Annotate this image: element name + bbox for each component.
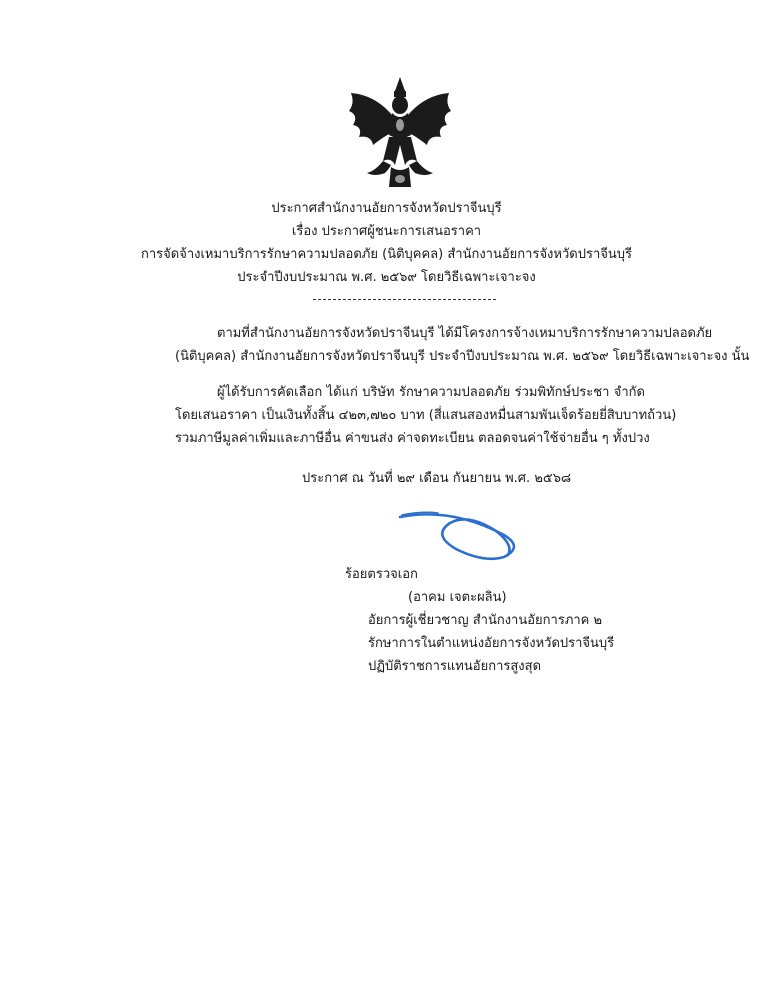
signatory-position-3: ปฏิบัติราชการแทนอัยการสูงสุด [368,659,542,674]
paragraph-1-line-2: (นิติบุคคล) สำนักงานอัยการจังหวัดปราจีนบุรี ประจำปีงบประมาณ พ.ศ. ๒๕๖๙ โดยวิธีเฉพาะเจาะจง นั้น [175,349,750,364]
separator-rule [313,299,496,300]
handwritten-signature [392,505,527,565]
budget-year-line: ประจำปีงบประมาณ พ.ศ. ๒๕๖๙ โดยวิธีเฉพาะเจาะจง [237,270,536,285]
project-title: การจัดจ้างเหมาบริการรักษาความปลอดภัย (นิติบุคคล) สำนักงานอัยการจังหวัดปราจีนบุรี [141,247,632,262]
garuda-emblem-icon [345,75,455,195]
paragraph-1-line-1: ตามที่สำนักงานอัยการจังหวัดปราจีนบุรี ได้มีโครงการจ้างเหมาบริการรักษาความปลอดภัย [217,326,713,341]
signatory-rank: ร้อยตรวจเอก [345,567,418,582]
announcement-subject: เรื่อง ประกาศผู้ชนะการเสนอราคา [291,224,482,239]
announcement-title: ประกาศสำนักงานอัยการจังหวัดปราจีนบุรี [271,201,502,216]
signatory-position-2: รักษาการในตำแหน่งอัยการจังหวัดปราจีนบุรี [368,636,615,651]
paragraph-2-line-2: โดยเสนอราคา เป็นเงินทั้งสิ้น ๔๒๓,๗๒๐ บาท (สี่แสนสองหมื่นสามพันเจ็ดร้อยยี่สิบบาทถ้วน) [175,408,677,423]
paragraph-2-line-1: ผู้ได้รับการคัดเลือก ได้แก่ บริษัท รักษาความปลอดภัย ร่วมพิทักษ์ประชา จำกัด [217,385,645,400]
paragraph-2-line-3: รวมภาษีมูลค่าเพิ่มและภาษีอื่น ค่าขนส่ง ค่าจดทะเบียน ตลอดจนค่าใช้จ่ายอื่น ๆ ทั้งปวง [175,431,650,446]
signatory-position-1: อัยการผู้เชี่ยวชาญ สำนักงานอัยการภาค ๒ [368,613,603,628]
signatory-name: (อาคม เจตะผลิน) [408,590,507,605]
announcement-date: ประกาศ ณ วันที่ ๒๙ เดือน กันยายน พ.ศ. ๒๕๖๘ [302,471,572,486]
